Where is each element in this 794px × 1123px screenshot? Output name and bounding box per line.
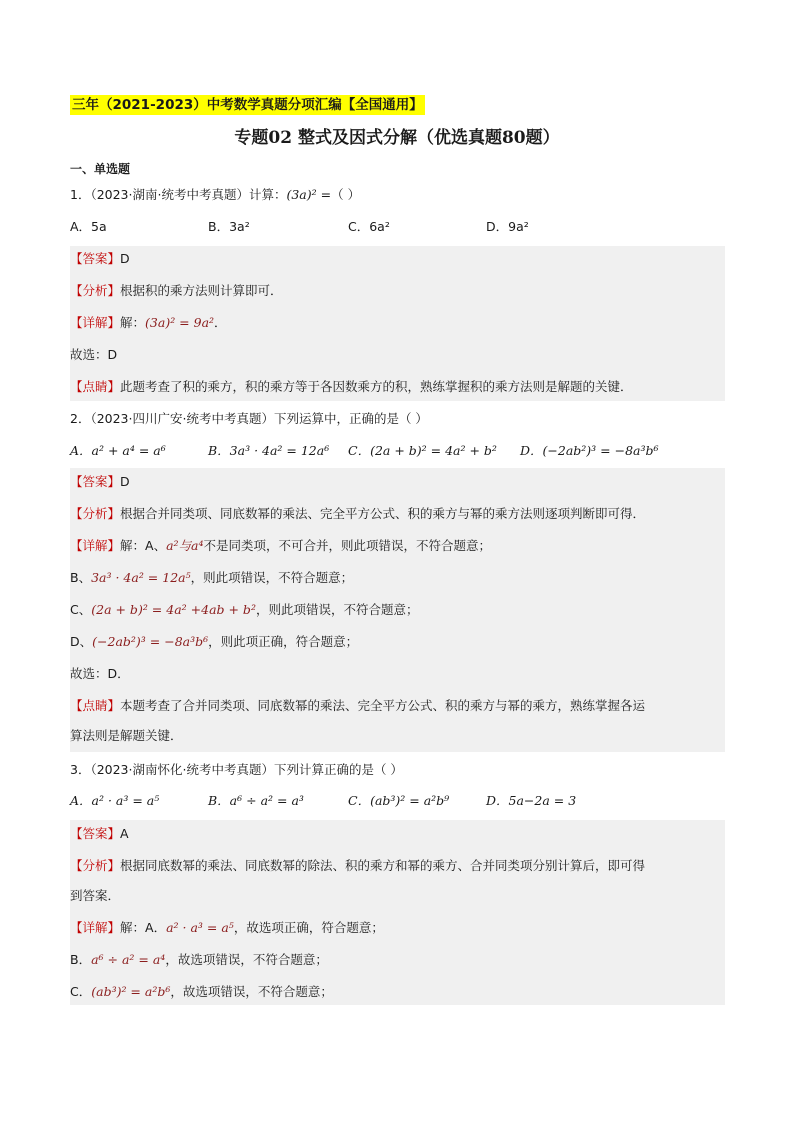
option-b: B．3a³ · 4a² = 12a⁶ xyxy=(208,443,330,458)
detail-2-b: B、3a³ · 4a² = 12a⁵，则此项错误，不符合题意； xyxy=(70,570,354,585)
analysis-2: 【分析】根据合并同类项、同底数幂的乘法、完全平方公式、积的乘方与幂的乘方法则逐项判断即可得． xyxy=(70,506,646,521)
option-d: D．(−2ab²)³ = −8a³b⁶ xyxy=(520,443,659,458)
question-1-stem: 1．（2023·湖南·统考中考真题）计算：(3a)² =（ ） xyxy=(70,187,361,202)
choice-2: 故选：D． xyxy=(70,666,130,681)
analysis-3-cont: 到答案． xyxy=(70,888,121,903)
comment-2-cont: 算法则是解题关键． xyxy=(70,728,183,743)
option-c: C．(2a + b)² = 4a² + b² xyxy=(348,443,497,458)
option-a: A．a² · a³ = a⁵ xyxy=(70,793,160,808)
detail-1: 【详解】解：(3a)² = 9a²． xyxy=(70,315,227,330)
question-3-stem: 3．（2023·湖南怀化·统考中考真题）下列计算正确的是（ ） xyxy=(70,762,403,777)
detail-3-b: B．a⁶ ÷ a² = a⁴，故选项错误，不符合题意； xyxy=(70,952,328,967)
option-b: B．3a² xyxy=(208,219,250,234)
question-3-options xyxy=(70,792,725,810)
detail-3-a: 【详解】解：A．a² · a³ = a⁵，故选项正确，符合题意； xyxy=(70,920,384,935)
comment-1: 【点睛】此题考查了积的乘方，积的乘方等于各因数乘方的积，熟练掌握积的乘方法则是解题的关键． xyxy=(70,379,633,394)
answer-2: 【答案】D xyxy=(70,474,130,489)
analysis-3: 【分析】根据同底数幂的乘法、同底数幂的除法、积的乘方和幂的乘方、合并同类项分别计算后，即可得 xyxy=(70,858,646,873)
answer-3: 【答案】A xyxy=(70,826,129,841)
option-a: A．a² + a⁴ = a⁶ xyxy=(70,443,166,458)
question-1-options xyxy=(70,218,725,236)
option-d: D．9a² xyxy=(486,219,529,234)
question-2-stem: 2．（2023·四川广安·统考中考真题）下列运算中，正确的是（ ） xyxy=(70,411,428,426)
detail-3-c: C．(ab³)² = a²b⁶，故选项错误，不符合题意； xyxy=(70,984,333,999)
analysis-1: 【分析】根据积的乘方法则计算即可． xyxy=(70,283,283,298)
comment-2: 【点睛】本题考查了合并同类项、同底数幂的乘法、完全平方公式、积的乘方与幂的乘方，熟练掌握各运 xyxy=(70,698,646,713)
detail-2-d: D、(−2ab²)³ = −8a³b⁶，则此项正确，符合题意； xyxy=(70,634,359,649)
question-2-options xyxy=(70,442,725,460)
question-1-math: (3a)² = xyxy=(286,187,332,202)
page-title: 专题02 整式及因式分解（优选真题80题） xyxy=(234,128,560,148)
option-c: C．6a² xyxy=(348,219,390,234)
option-c: C．(ab³)² = a²b⁹ xyxy=(348,793,450,808)
series-banner: 三年（2021-2023）中考数学真题分项汇编【全国通用】 xyxy=(72,97,423,113)
choice-1: 故选：D xyxy=(70,347,118,362)
option-b: B．a⁶ ÷ a² = a³ xyxy=(208,793,304,808)
question-3-solution xyxy=(70,820,725,1005)
answer-1: 【答案】D xyxy=(70,251,130,266)
detail-2-c: C、(2a + b)² = 4a² +4ab + b²，则此项错误，不符合题意； xyxy=(70,602,419,617)
option-a: A．5a xyxy=(70,219,107,234)
detail-2-a: 【详解】解：A、a²与a⁴不是同类项，不可合并，则此项错误，不符合题意； xyxy=(70,538,492,553)
option-d: D．5a−2a = 3 xyxy=(486,793,577,808)
section-heading: 一、单选题 xyxy=(70,162,131,176)
